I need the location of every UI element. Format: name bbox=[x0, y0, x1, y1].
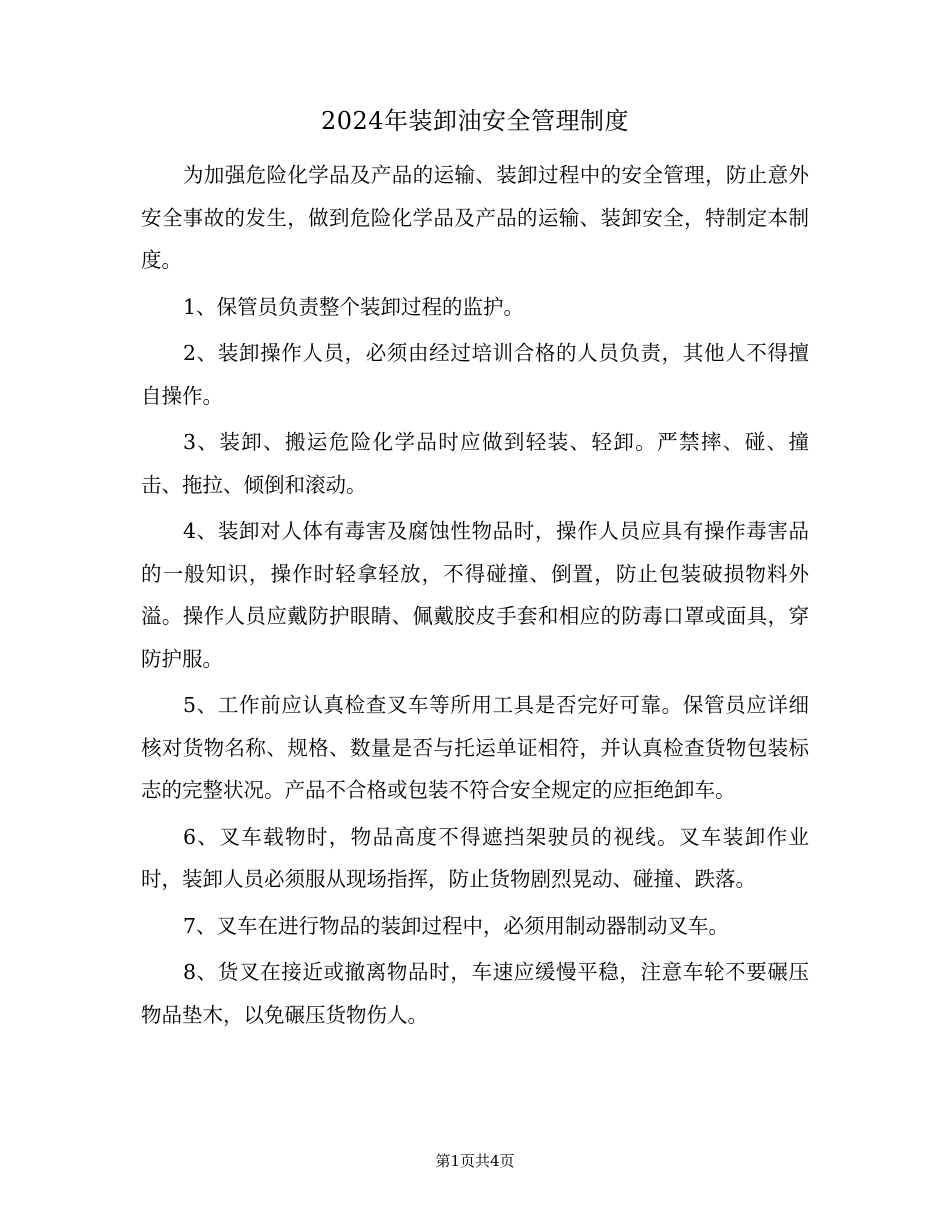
paragraph-item-8: 8、货叉在接近或撤离物品时，车速应缓慢平稳，注意车轮不要碾压物品垫木，以免碾压货物伤人。 bbox=[141, 960, 809, 1027]
document-body bbox=[141, 154, 809, 1040]
paragraph-item-4: 4、装卸对人体有毒害及腐蚀性物品时，操作人员应具有操作毒害品的一般知识，操作时轻拿轻放，不得碰撞、倒置，防止包装破损物料外溢。操作人员应戴防护眼睛、佩戴胶皮手套和相应的防毒口罩或面具，穿防护服。 bbox=[141, 519, 809, 671]
paragraph-item-3: 3、装卸、搬运危险化学品时应做到轻装、轻卸。严禁摔、碰、撞击、拖拉、倾倒和滚动。 bbox=[141, 430, 809, 497]
paragraph-item-7: 7、叉车在进行物品的装卸过程中，必须用制动器制动叉车。 bbox=[183, 913, 730, 938]
paragraph-item-2: 2、装卸操作人员，必须由经过培训合格的人员负责，其他人不得擅自操作。 bbox=[141, 341, 809, 408]
paragraph-item-5: 5、工作前应认真检查叉车等所用工具是否完好可靠。保管员应详细核对货物名称、规格、数量是否与托运单证相符，并认真检查货物包装标志的完整状况。产品不合格或包装不符合安全规定的应拒绝卸车。 bbox=[141, 693, 809, 802]
document-title: 2024年装卸油安全管理制度 bbox=[320, 107, 630, 135]
paragraph-item-6: 6、叉车载物时，物品高度不得遮挡架驶员的视线。叉车装卸作业时，装卸人员必须服从现场指挥，防止货物剧烈晃动、碰撞、跌落。 bbox=[141, 824, 809, 891]
paragraph-intro: 为加强危险化学品及产品的运输、装卸过程中的安全管理，防止意外安全事故的发生，做到危险化学品及产品的运输、装卸安全，特制定本制度。 bbox=[141, 163, 809, 272]
paragraph-item-1: 1、保管员负责整个装卸过程的监护。 bbox=[183, 294, 525, 319]
page-number-footer: 第1页共4页 bbox=[435, 1152, 515, 1170]
